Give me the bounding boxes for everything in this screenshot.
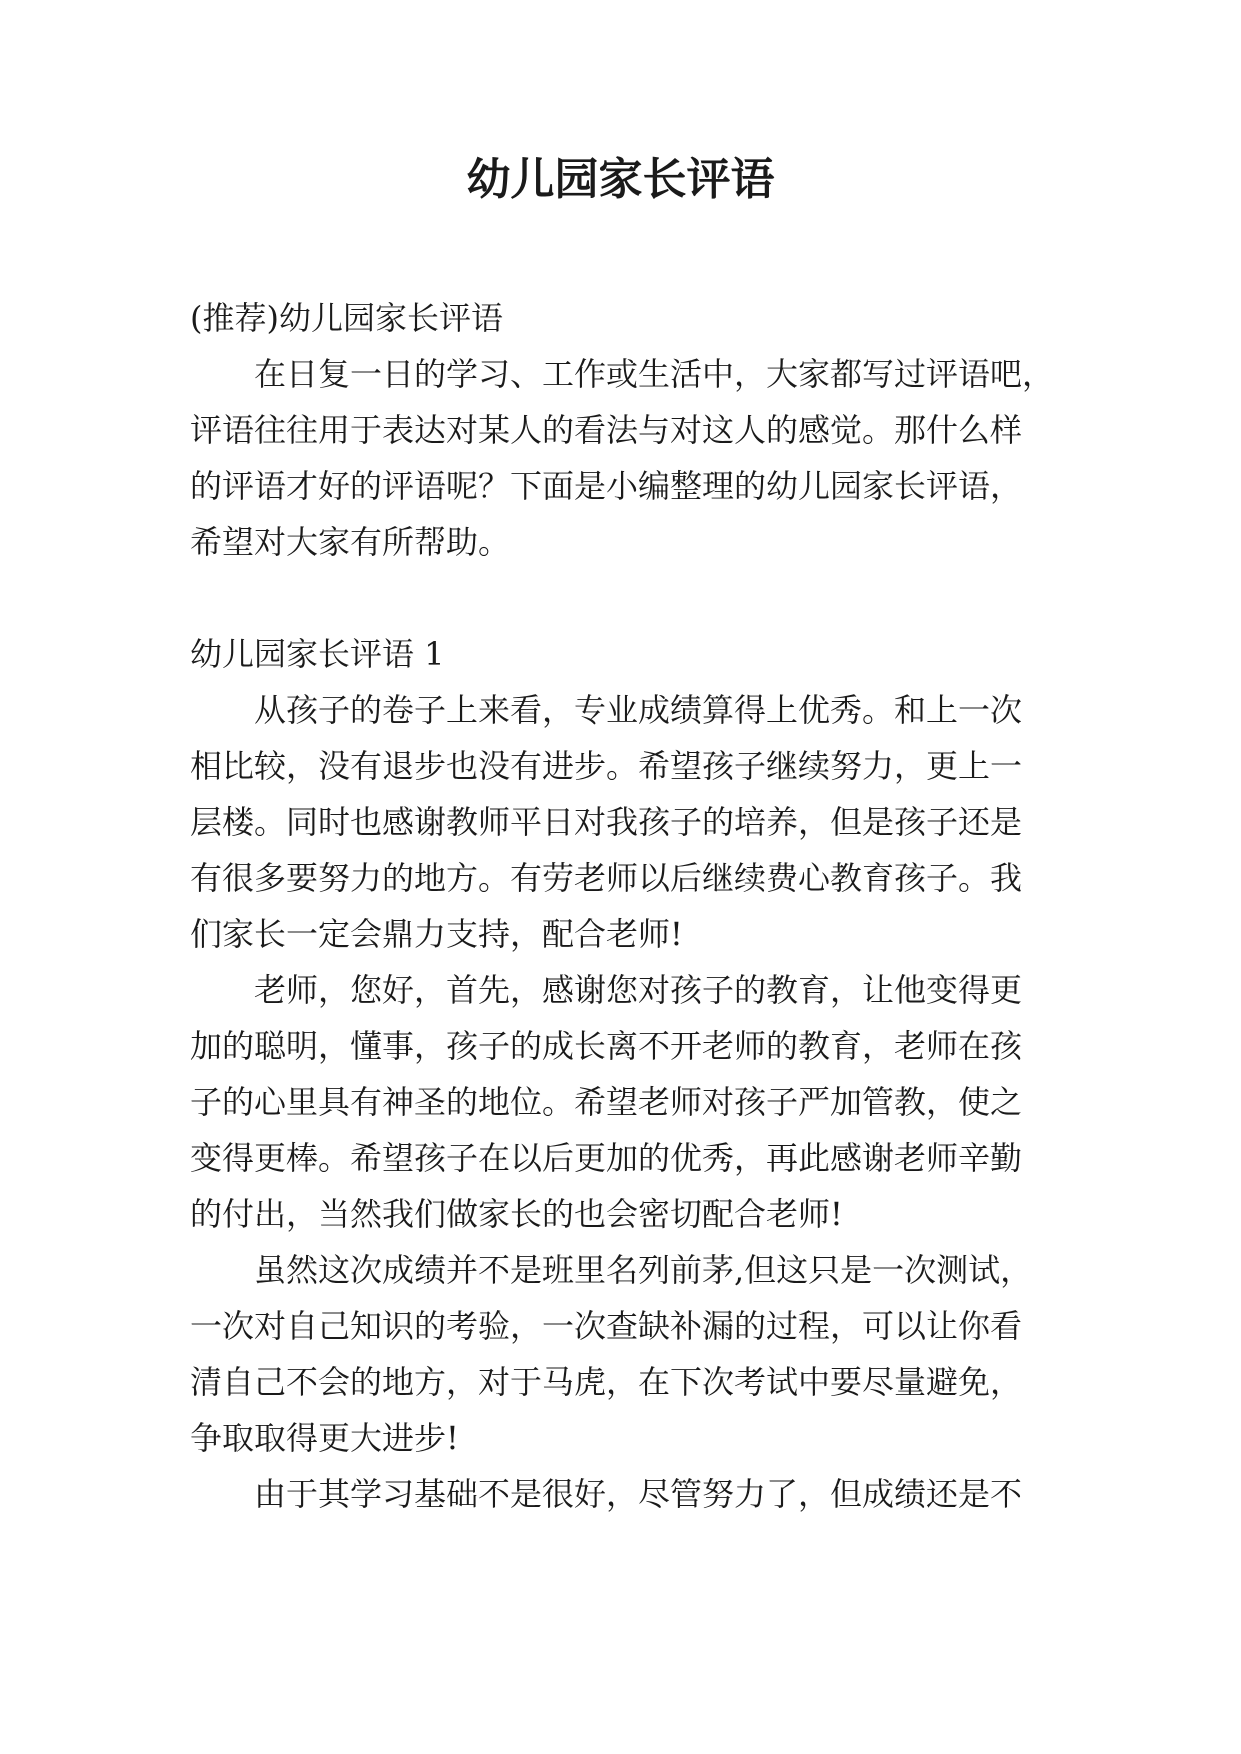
paragraph-line: 一次对自己知识的考验，一次查缺补漏的过程，可以让你看 xyxy=(190,1307,1023,1345)
paragraph-line: 相比较，没有退步也没有进步。希望孩子继续努力，更上一 xyxy=(190,747,1023,785)
paragraph-line: 变得更棒。希望孩子在以后更加的优秀，再此感谢老师辛勤 xyxy=(190,1139,1023,1177)
paragraph-line: 由于其学习基础不是很好，尽管努力了，但成绩还是不 xyxy=(254,1475,1023,1513)
document-body xyxy=(190,290,1070,1522)
paragraph-line: 清自己不会的地方，对于马虎，在下次考试中要尽量避免， xyxy=(190,1363,1023,1401)
intro-line: 希望对大家有所帮助。 xyxy=(190,523,511,561)
paragraph-line: 加的聪明，懂事，孩子的成长离不开老师的教育，老师在孩 xyxy=(190,1027,1023,1065)
paragraph-line: 从孩子的卷子上来看，专业成绩算得上优秀。和上一次 xyxy=(254,691,1023,729)
paragraph-line: 子的心里具有神圣的地位。希望老师对孩子严加管教，使之 xyxy=(190,1083,1023,1121)
paragraph-line: 们家长一定会鼎力支持，配合老师! xyxy=(190,915,683,953)
paragraph-line: 争取取得更大进步! xyxy=(190,1419,459,1457)
document-title: 幼儿园家长评语 xyxy=(466,154,775,205)
intro-paragraph xyxy=(190,346,1070,570)
comment-paragraph-4 xyxy=(190,1466,1070,1522)
paragraph-line: 层楼。同时也感谢教师平日对我孩子的培养，但是孩子还是 xyxy=(190,803,1023,841)
paragraph-line: 老师，您好，首先，感谢您对孩子的教育，让他变得更 xyxy=(254,971,1023,1009)
paragraph-line: 有很多要努力的地方。有劳老师以后继续费心教育孩子。我 xyxy=(190,859,1023,897)
paragraph-line: 虽然这次成绩并不是班里名列前茅,但这只是一次测试， xyxy=(254,1251,1033,1289)
intro-line: 评语往往用于表达对某人的看法与对这人的感觉。那什么样 xyxy=(190,411,1023,449)
comment-paragraph-2 xyxy=(190,962,1070,1242)
paragraph-gap xyxy=(190,570,1070,626)
intro-line: 在日复一日的学习、工作或生活中，大家都写过评语吧， xyxy=(254,355,1055,393)
comment-paragraph-1 xyxy=(190,682,1070,962)
subtitle: (推荐)幼儿园家长评语 xyxy=(190,299,503,337)
intro-line: 的评语才好的评语呢？下面是小编整理的幼儿园家长评语， xyxy=(190,467,1023,505)
section-heading: 幼儿园家长评语 1 xyxy=(190,635,445,673)
comment-paragraph-3 xyxy=(190,1242,1070,1466)
paragraph-line: 的付出，当然我们做家长的也会密切配合老师! xyxy=(190,1195,843,1233)
